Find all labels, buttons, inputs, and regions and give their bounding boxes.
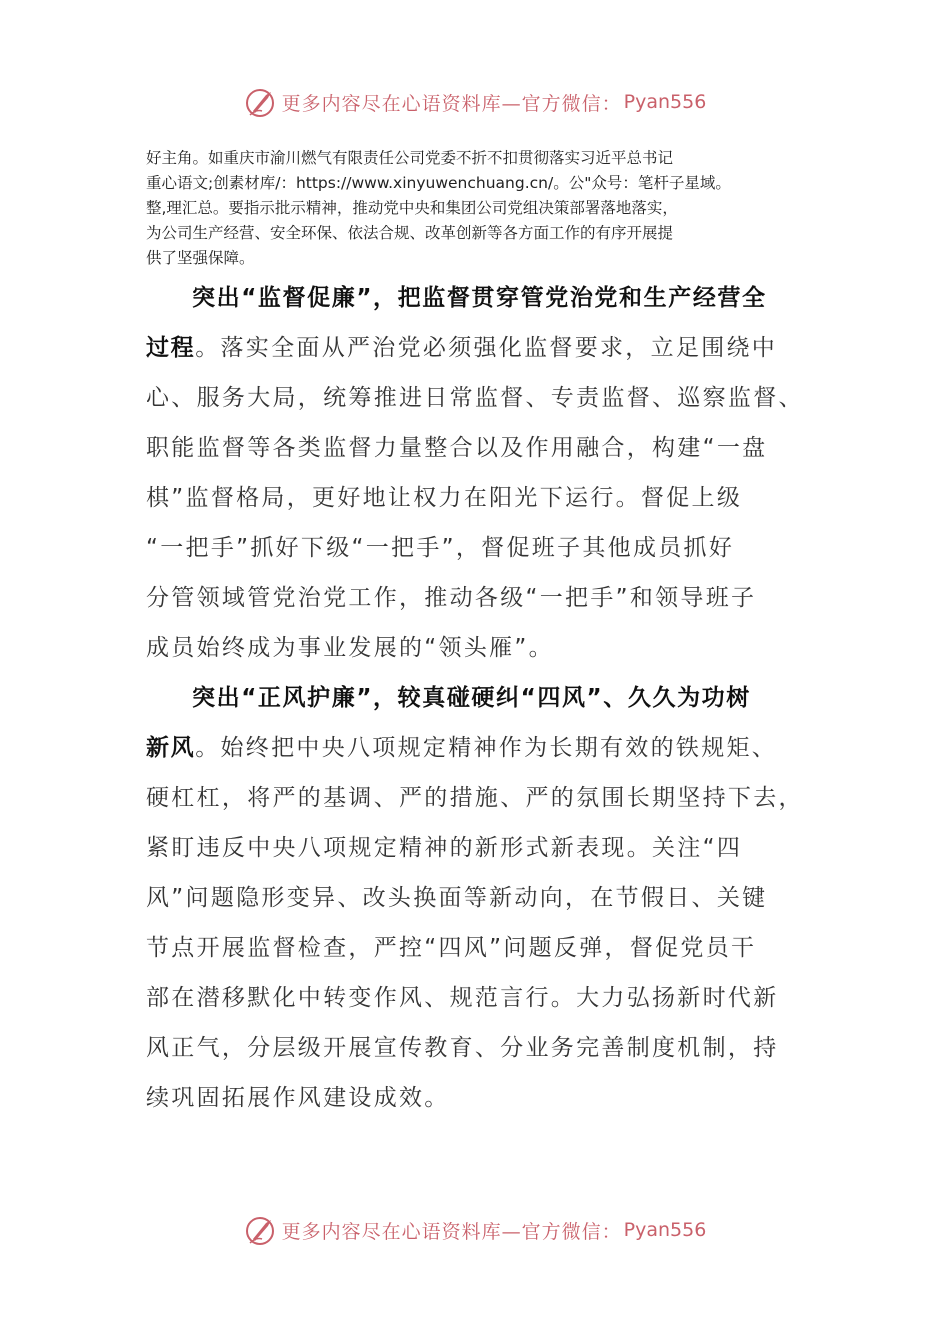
intro-line: 供了坚强保障。 bbox=[146, 249, 255, 267]
section-heading: 突出“正风护廉”，较真碰硬纠“四风”、久久为功树 bbox=[192, 685, 751, 711]
body-line: 硬杠杠，将严的基调、严的措施、严的氛围长期坚持下去， bbox=[146, 785, 804, 811]
body-line: 续巩固拓展作风建设成效。 bbox=[146, 1085, 450, 1111]
body-line: 成员始终成为事业发展的“领头雁”。 bbox=[146, 635, 554, 661]
body-line: 风正气，分层级开展宣传教育、分业务完善制度机制，持 bbox=[146, 1035, 779, 1061]
banner-text: 更多内容尽在心语资料库—官方微信： bbox=[281, 1220, 622, 1243]
intro-line: 好主角。如重庆市渝川燃气有限责任公司党委不折不扣贯彻落实习近平总书记 bbox=[146, 149, 674, 167]
banner-wechat-id: Pyan556 bbox=[623, 91, 707, 113]
body-text: 。落实全面从严治党必须强化监督要求，立足围绕中 bbox=[195, 335, 778, 361]
section-heading-end: 过程 bbox=[146, 335, 196, 361]
header-banner bbox=[0, 82, 950, 122]
body-line: 心、服务大局，统筹推进日常监督、专责监督、巡察监督、 bbox=[146, 385, 804, 411]
body-line: 职能监督等各类监督力量整合以及作用融合，构建“一盘 bbox=[146, 435, 768, 461]
section-supervision bbox=[146, 273, 806, 673]
body-text: 。始终把中央八项规定精神作为长期有效的铁规矩、 bbox=[195, 735, 778, 761]
section-style bbox=[146, 673, 806, 1123]
body-line: 风”问题隐形变异、改头换面等新动向，在节假日、关键 bbox=[146, 885, 768, 911]
intro-line: 重心语文;创素材库/：https://www.xinyuwenchuang.cn/。公"众号：笔杆子星域。 bbox=[146, 174, 731, 192]
intro-line: 为公司生产经营、安全环保、依法合规、改革创新等各方面工作的有序开展提 bbox=[146, 224, 674, 242]
pen-nib-logo-icon bbox=[244, 85, 278, 119]
body-line: 节点开展监督检查，严控“四风”问题反弹，督促党员干 bbox=[146, 935, 757, 961]
intro-paragraph bbox=[146, 146, 806, 271]
banner-text: 更多内容尽在心语资料库—官方微信： bbox=[281, 92, 622, 115]
pen-nib-logo-icon bbox=[244, 1213, 278, 1247]
footer-banner bbox=[0, 1210, 950, 1250]
body-line bbox=[146, 323, 806, 373]
body-line: 紧盯违反中央八项规定精神的新形式新表现。关注“四 bbox=[146, 835, 743, 861]
body-line: “一把手”抓好下级“一把手”，督促班子其他成员抓好 bbox=[146, 535, 735, 561]
intro-line: 整,理汇总。要指示批示精神，推动党中央和集团公司党组决策部署落地落实， bbox=[146, 199, 678, 217]
body-line: 棋”监督格局，更好地让权力在阳光下运行。督促上级 bbox=[146, 485, 743, 511]
banner-wechat-id: Pyan556 bbox=[623, 1219, 707, 1241]
body-line: 分管领域管党治党工作，推动各级“一把手”和领导班子 bbox=[146, 585, 757, 611]
body-line bbox=[146, 723, 806, 773]
section-heading: 突出“监督促廉”，把监督贯穿管党治党和生产经营全 bbox=[192, 285, 767, 311]
section-heading-end: 新风 bbox=[146, 735, 196, 761]
body-line: 部在潜移默化中转变作风、规范言行。大力弘扬新时代新 bbox=[146, 985, 779, 1011]
